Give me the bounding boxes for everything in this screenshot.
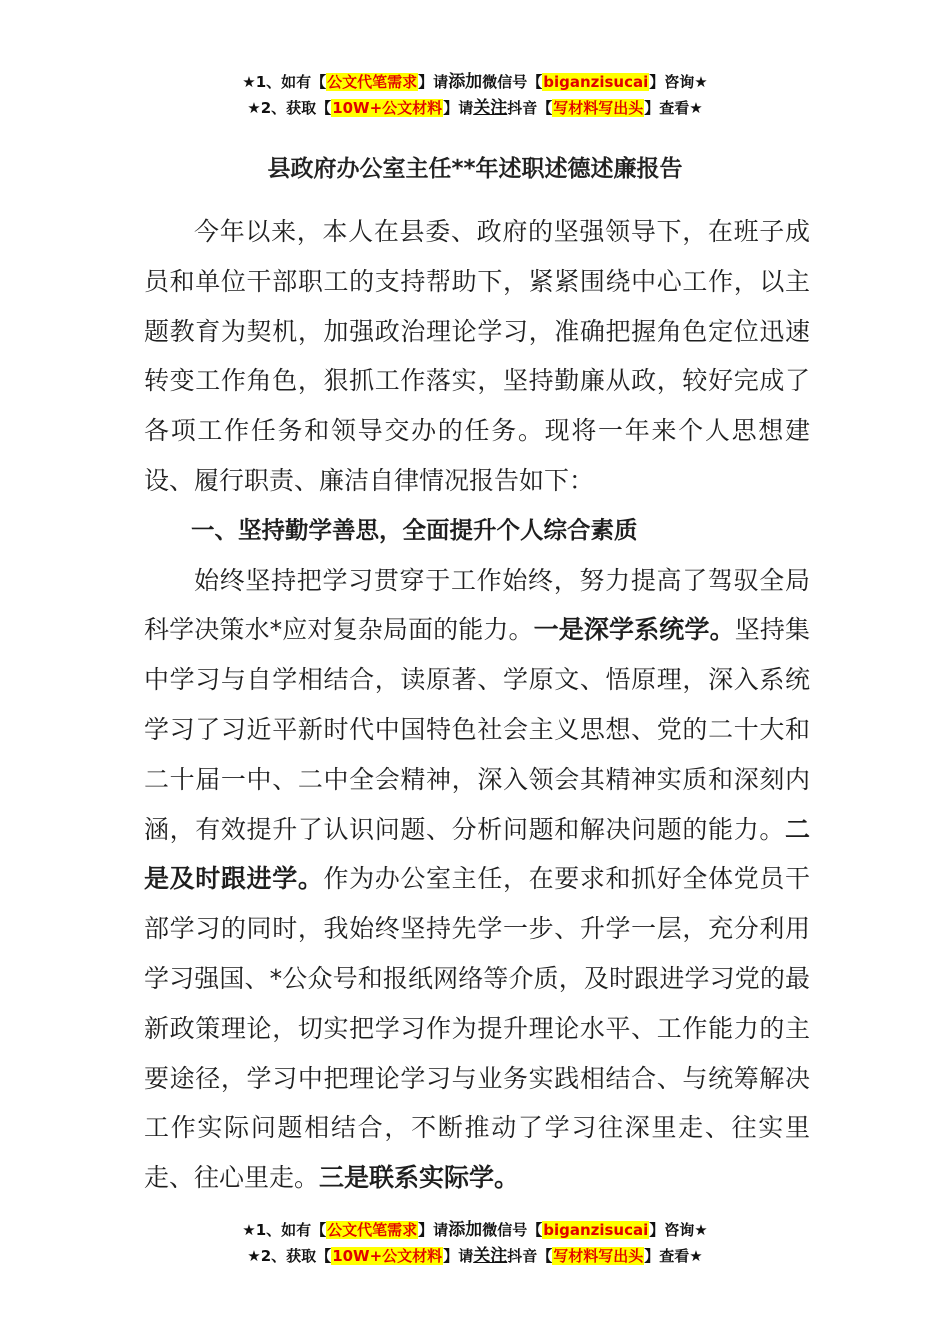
document-title: 县政府办公室主任**年述职述德述廉报告	[267, 156, 683, 182]
promo-banner-top	[0, 69, 950, 121]
promo-line-2: ★2、获取【10W+公文材料】请关注抖音【写材料写出头】查看★	[247, 1246, 703, 1266]
bold-subheading: 一是深学系统学。	[533, 615, 735, 645]
wechat-id-highlight: biganzisucai	[543, 1221, 649, 1239]
promo-line-2: ★2、获取【10W+公文材料】请关注抖音【写材料写出头】查看★	[247, 98, 703, 118]
promo-banner-bottom	[0, 1217, 950, 1269]
promo-line-1: ★1、如有【公文代笔需求】请添加微信号【biganzisucai】咨询★	[242, 1220, 708, 1240]
bold-subheading: 二是及时跟进学。	[144, 814, 810, 894]
douyin-id-highlight: 写材料写出头	[553, 1247, 644, 1265]
document-body	[144, 207, 810, 1203]
promo-line-1: ★1、如有【公文代笔需求】请添加微信号【biganzisucai】咨询★	[242, 72, 708, 92]
promo-highlight: 公文代笔需求	[327, 1221, 418, 1239]
wechat-id-highlight: biganzisucai	[543, 73, 649, 91]
section-paragraph: 始终坚持把学习贯穿于工作始终，努力提高了驾驭全局科学决策水*应对复杂局面的能力。一是深学系统学。坚持集中学习与自学相结合，读原著、学原文、悟原理，深入系统学习了习近平新时代中国特色社会主义思想、党的二十大和二十届一中、二中全会精神，深入领会其精神实质和深刻内涵，有效提升了认识问题、分析问题和解决问题的能力。二是及时跟进学。作为办公室主任，在要求和抓好全体党员干部学习的同时，我始终坚持先学一步、升学一层，充分利用学习强国、*公众号和报纸网络等介质，及时跟进学习党的最新政策理论，切实把学习作为提升理论水平、工作能力的主要途径，学习中把理论学习与业务实践相结合、与统筹解决工作实际问题相结合，不断推动了学习往深里走、往实里走、往心里走。三是联系实际学。	[144, 565, 810, 1193]
douyin-id-highlight: 写材料写出头	[553, 99, 644, 117]
promo-highlight: 10W+公文材料	[332, 1247, 443, 1265]
promo-highlight: 公文代笔需求	[327, 73, 418, 91]
bold-subheading: 三是联系实际学。	[319, 1163, 520, 1193]
promo-highlight: 10W+公文材料	[332, 99, 443, 117]
intro-paragraph: 今年以来，本人在县委、政府的坚强领导下，在班子成员和单位干部职工的支持帮助下，紧紧围绕中心工作，以主题教育为契机，加强政治理论学习，准确把握角色定位迅速转变工作角色，狠抓工作落实，坚持勤廉从政，较好完成了各项工作任务和领导交办的任务。现将一年来个人思想建设、履行职责、廉洁自律情况报告如下：	[144, 217, 810, 495]
section-heading: 一、坚持勤学善思，全面提升个人综合素质	[191, 515, 638, 544]
